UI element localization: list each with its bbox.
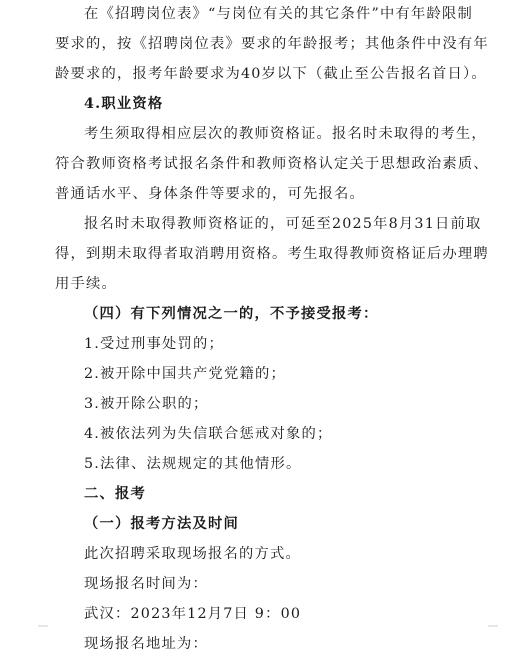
- paragraph-age-line-1: 在《招聘岗位表》“与岗位有关的其它条件”中有年龄限制: [84, 6, 473, 22]
- list-item-exclusion-1: 1.受过刑事处罚的；: [84, 336, 225, 352]
- paragraph-age-line-3: 龄要求的，报考年龄要求为40岁以下（截止至公告报名首日）。: [55, 66, 487, 82]
- label-registration-address: 现场报名地址为：: [84, 636, 208, 652]
- section-heading-qualification: 4.职业资格: [84, 96, 164, 112]
- label-registration-time: 现场报名时间为：: [84, 576, 208, 592]
- page-edge-mark-right: [488, 625, 498, 627]
- subsection-heading-method-time: （一）报考方法及时间: [84, 516, 239, 532]
- section-heading-exclusions: （四）有下列情况之一的，不予接受报考：: [84, 306, 379, 322]
- list-item-exclusion-3: 3.被开除公职的；: [84, 396, 209, 412]
- paragraph-deadline-line-2: 得，到期未取得者取消聘用资格。考生取得教师资格证后办理聘: [55, 246, 489, 262]
- list-item-exclusion-4: 4.被依法列为失信联合惩戒对象的；: [84, 426, 333, 442]
- paragraph-deadline-line-1: 报名时未取得教师资格证的，可延至2025年8月31日前取: [84, 216, 482, 232]
- page-edge-mark-left: [38, 625, 48, 627]
- list-item-exclusion-2: 2.被开除中国共产党党籍的；: [84, 366, 287, 382]
- paragraph-deadline-line-3: 用手续。: [55, 276, 117, 292]
- value-registration-time-wuhan: 武汉：2023年12月7日 9：00: [84, 606, 302, 622]
- paragraph-cert-line-3: 普通话水平、身体条件等要求的，可先报名。: [55, 186, 365, 202]
- paragraph-cert-line-2: 符合教师资格考试报名条件和教师资格认定关于思想政治素质、: [55, 156, 489, 172]
- list-item-exclusion-5: 5.法律、法规规定的其他情形。: [84, 456, 302, 472]
- section-heading-registration: 二、报考: [84, 486, 146, 502]
- paragraph-age-line-2: 要求的，按《招聘岗位表》要求的年龄报考；其他条件中没有年: [55, 36, 489, 52]
- paragraph-method: 此次招聘采取现场报名的方式。: [84, 546, 301, 562]
- paragraph-cert-line-1: 考生须取得相应层次的教师资格证。报名时未取得的考生，: [84, 126, 487, 142]
